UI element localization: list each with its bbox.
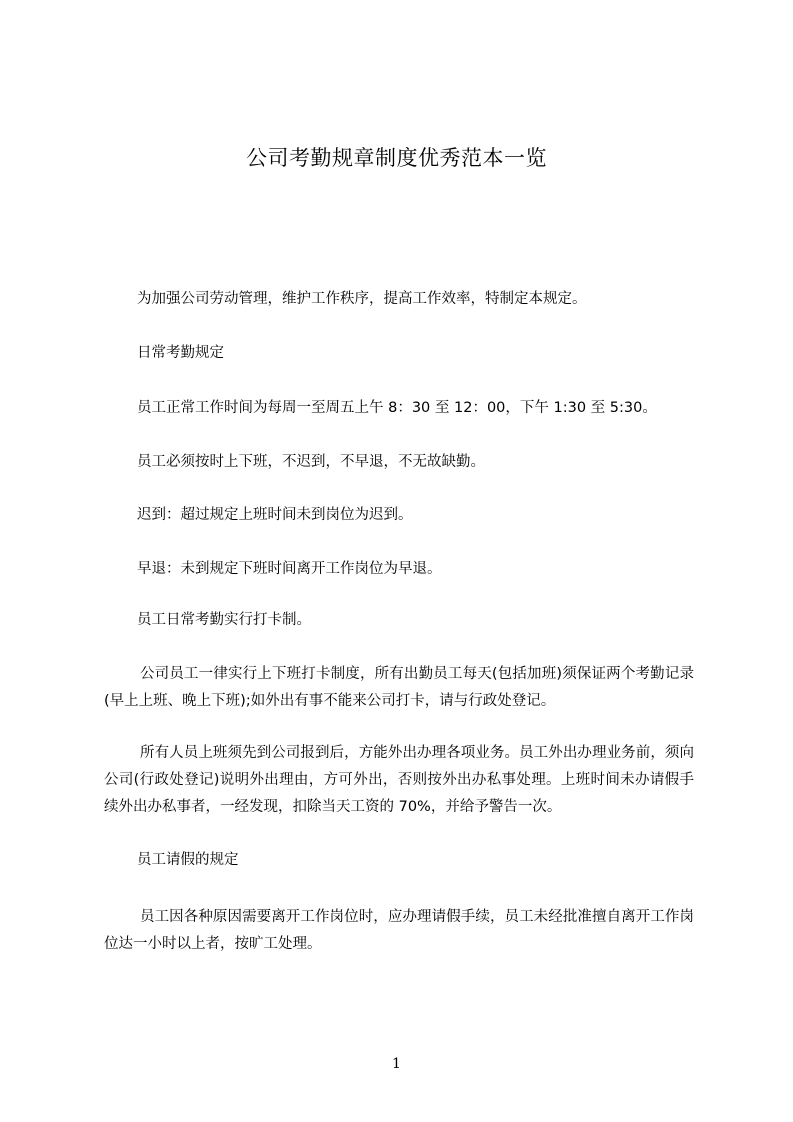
section-heading-daily-attendance: 日常考勤规定: [137, 345, 224, 361]
paragraph-punctuality: 员工必须按时上下班，不迟到，不早退，不无故缺勤。: [137, 454, 485, 470]
document-title: 公司考勤规章制度优秀范本一览: [246, 146, 547, 170]
paragraph-intro: 为加强公司劳动管理，维护工作秩序，提高工作效率，特制定本规定。: [137, 291, 587, 307]
paragraph-clock-in-system: 员工日常考勤实行打卡制。: [137, 612, 311, 628]
paragraph-late-definition: 迟到：超过规定上班时间未到岗位为迟到。: [137, 507, 413, 523]
paragraph-early-leave-definition: 早退：未到规定下班时间离开工作岗位为早退。: [137, 561, 442, 577]
paragraph-working-hours: 员工正常工作时间为每周一至周五上午 8：30 至 12：00，下午 1:30 至 5:30。: [137, 400, 657, 416]
paragraph-leave-procedure: 员工因各种原因需要离开工作岗位时，应办理请假手续，员工未经批准擅自离开工作岗位达一小时以上者，按旷工处理。: [104, 909, 694, 952]
section-heading-leave-rules: 员工请假的规定: [137, 852, 239, 868]
paragraph-clock-in-rules: 公司员工一律实行上下班打卡制度，所有出勤员工每天(包括加班)须保证两个考勤记录(早上上班、晚上下班);如外出有事不能来公司打卡，请与行政处登记。: [104, 666, 694, 709]
paragraph-going-out-rules: 所有人员上班须先到公司报到后，方能外出办理各项业务。员工外出办理业务前，须向公司(行政处登记)说明外出理由，方可外出，否则按外出办私事处理。上班时间未办请假手续外出办私事者，一经发现，扣除当天工资的 70%，并给予警告一次。: [104, 745, 694, 815]
page-number: 1: [392, 1056, 401, 1072]
